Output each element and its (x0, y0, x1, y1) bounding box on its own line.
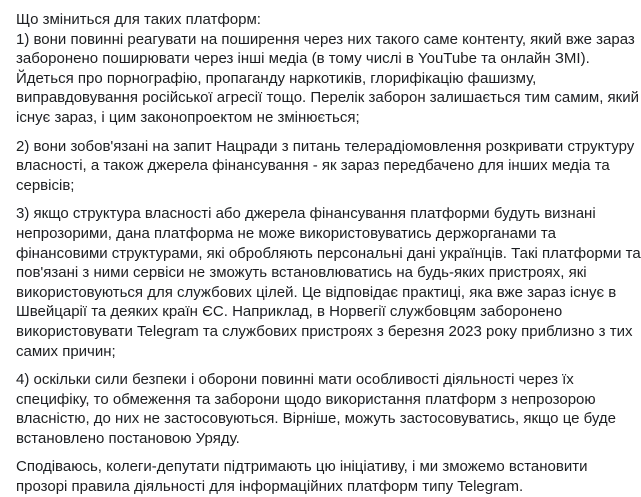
text-line: сервісів; (16, 176, 75, 194)
text-line: фінансовими структурами, які обробляють персональні дані українців. Такі платформи та (16, 244, 641, 262)
text-line: існує зараз, і цим законопроектом не змінюється; (16, 108, 360, 126)
text-line: 4) оскільки сили безпеки і оборони повинні мати особливості діяльності через їх (16, 371, 574, 389)
paragraph-point-3 (16, 204, 641, 361)
text-line: Сподіваюсь, колеги-депутати підтримають цю ініціативу, і ми зможемо встановити (16, 458, 588, 476)
text-line: встановлено постановою Уряду. (16, 429, 240, 447)
text-line: власністю, до них не застосовуються. Вірніше, можуть застосовуватись, якщо це буде (16, 410, 616, 428)
text-line: непрозорими, дана платформа не може використовуватись держорганами та (16, 224, 556, 242)
text-line: Швейцарії та деяких країн ЄС. Наприклад, в Норвегії службовцям заборонено (16, 303, 563, 321)
text-line: власності, а також джерела фінансування - як зараз передбачено для інших медіа та (16, 157, 610, 175)
text-line: Що зміниться для таких платформ: (16, 11, 261, 28)
text-line: 1) вони повинні реагувати на поширення через них такого саме контенту, який вже зараз (16, 30, 635, 48)
text-line: Йдеться про порнографію, пропаганду наркотиків, глорифікацію фашизму, (16, 69, 537, 87)
text-line: заборонено поширювати через інші медіа (в тому числі в YouTube та онлайн ЗМІ). (16, 50, 590, 68)
text-line: пов'язані з ними сервіси не зможуть встановлюватись на будь-яких пристроях, які (16, 264, 587, 282)
text-line: виправдовування російської агресії тощо. Перелік заборон залишається тим самим, який (16, 89, 639, 107)
paragraph-intro (16, 10, 639, 128)
paragraph-closing (16, 457, 630, 496)
text-line: прозорі правила діяльності для інформаційних платформ типу Telegram. (16, 478, 524, 496)
text-line: 3) якщо структура власності або джерела фінансування платформи будуть визнані (16, 205, 596, 223)
paragraph-point-2 (16, 137, 635, 196)
text-line: 2) вони зобов'язані на запит Нацради з питань телерадіомовлення розкривати структуру (16, 137, 635, 155)
text-line: використовуються для службових цілей. Це відповідає практиці, яка вже зараз існує в (16, 283, 617, 301)
text-line: специфіку, то обмеження та заборони щодо використання платформ з непрозорою (16, 390, 596, 408)
text-line: використовувати Telegram та службових пристроях з березня 2023 року приблизно з тих (16, 322, 633, 340)
paragraph-point-4 (16, 370, 630, 448)
text-line: самих причин; (16, 342, 116, 360)
